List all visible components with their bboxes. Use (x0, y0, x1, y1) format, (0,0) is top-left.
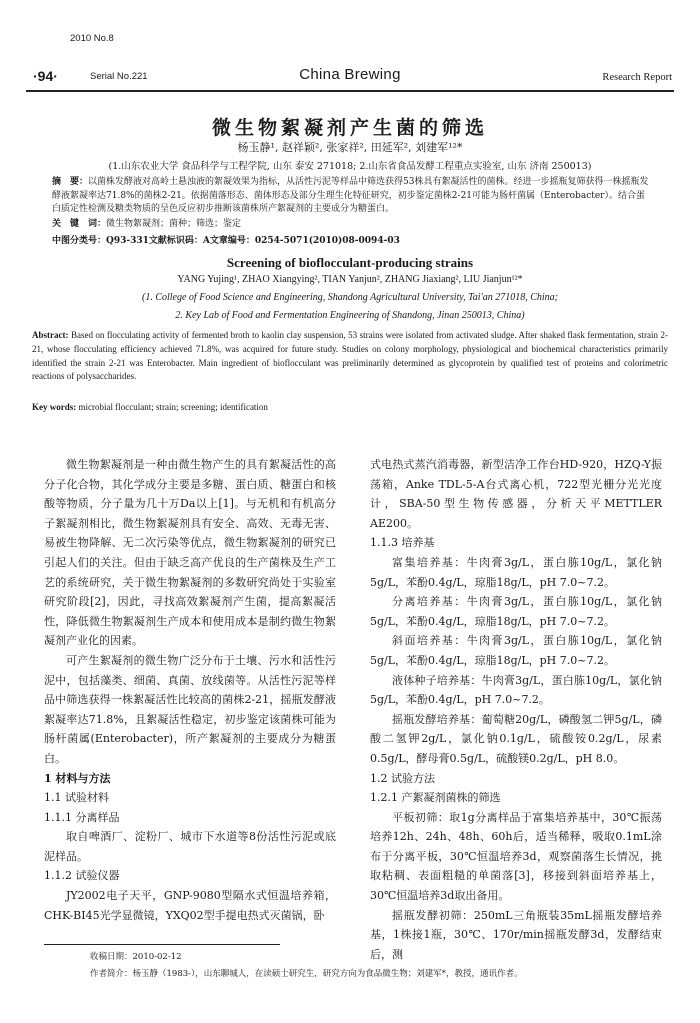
subsubsection-heading: 1.1.2 试验仪器 (44, 869, 120, 883)
subsection-heading: 1.2 试验方法 (370, 771, 435, 785)
en-affiliation-1: (1. College of Food Science and Engineering, Shandong Agricultural University, Tai'an 271018, China; (142, 292, 558, 303)
zh-affiliation: (1.山东农业大学 食品科学与工程学院, 山东 泰安 271018; 2.山东省食品发酵工程重点实验室, 山东 济南 250013) (108, 161, 592, 172)
zh-title: 微生物絮凝剂产生菌的筛选 (211, 117, 488, 139)
paragraph: 平板初筛：取1g分离样品于富集培养基中，30℃振荡培养12h、24h、48h、60h后，适当稀释，吸取0.1mL涂布于分离平板，30℃恒温培养3d，观察菌落生长情况，挑取粘稠、表面粗糙的单菌落[3]，移接到斜面培养基上，30℃恒温培养3d取出备用。 (370, 810, 662, 903)
body-column-right (370, 455, 662, 964)
article-number: 文章编号：0254-5071(2010)08-0094-03 (209, 236, 400, 246)
zh-keywords-text: 微生物絮凝剂；菌种；筛选；鉴定 (106, 219, 242, 229)
zh-abstract-text: 以菌株发酵液对高岭土悬浊液的絮凝效果为指标，从活性污泥等样品中筛选获得53株具有絮凝活性的菌株。经进一步摇瓶复筛获得一株摇瓶发酵液絮凝率达71.8%的菌株2-21。依据菌落形态、菌体形态及部分生理生化特征研究，初步鉴定菌株2-21可能为肠杆菌属（Enterobacter）。结合蛋白质定性检测及糖类物质的呈色反应初步推断该菌株所产絮凝剂的主要成分为糖蛋白。 (52, 177, 649, 215)
paragraph: 液体种子培养基：牛肉膏3g/L，蛋白胨10g/L，氯化钠5g/L，苯酚0.4g/L，pH 7.0~7.2。 (370, 673, 662, 707)
document-code: 文献标识码：A (148, 236, 210, 246)
serial-label: Serial No.221 (90, 71, 148, 82)
received-date: 收稿日期：2010-02-12 (90, 952, 182, 962)
subsubsection-heading: 1.1.1 分离样品 (44, 810, 120, 824)
paragraph: JY2002电子天平，GNP-9080型隔水式恒温培养箱，CHK-BI45光学显微镜，YXQ02型手提电热式灭菌锅，卧 (44, 889, 336, 922)
zh-keywords (52, 218, 652, 232)
en-keywords-text: microbial flocculant; strain; screening; identification (78, 402, 268, 412)
en-abstract-text: Based on flocculating activity of fermented broth to kaolin clay suspension, 53 strains were isolated from activated sludge. After shaked flask fermentation, strain 2-21, whose flocculating efficiency achieved 71.8%, was acquired for future study. Studies on colony morphology, physiological and biochemical characteristics primarily identified the strain 2-21 was Enterobacter. Main ingredient of bioflocculant was preliminarily determined as glycoprotein by qualified test of proteins and colorimetric reactions of polysaccharides. (32, 330, 669, 382)
issue-label: 2010 No.8 (70, 33, 114, 44)
section-label: Research Report (602, 72, 672, 83)
header-rule (26, 90, 674, 92)
journal-name: China Brewing (299, 66, 401, 83)
paragraph: 取自啤酒厂、淀粉厂、城市下水道等8份活性污泥或底泥样品。 (44, 830, 336, 863)
paragraph: 斜面培养基：牛肉膏3g/L，蛋白胨10g/L，氯化钠5g/L，苯酚0.4g/L，琼脂18g/L，pH 7.0~7.2。 (370, 634, 662, 667)
en-keywords (32, 401, 668, 415)
paragraph: 式电热式蒸汽消毒器，新型洁净工作台HD-920，HZQ-Y振荡箱，Anke TDL-5-A台式离心机，722型光栅分光光度计，SBA-50型生物传感器，分析天平METTLER AE200。 (370, 458, 662, 530)
zh-classification-row (52, 235, 652, 249)
en-keywords-label: Key words: (32, 402, 77, 412)
en-abstract-label: Abstract: (32, 330, 69, 340)
en-authors: YANG Yujing¹, ZHAO Xiangying², TIAN Yanjun², ZHANG Jiaxiang², LIU Jianjun¹²* (177, 274, 523, 285)
paragraph: 微生物絮凝剂是一种由微生物产生的具有絮凝活性的高分子化合物，其化学成分主要是多糖、蛋白质、糖蛋白和核酸等物质，分子量为几十万Da以上[1]。与无机和有机高分子絮凝剂相比，微生物絮凝剂具有安全、高效、无毒无害、易被生物降解、无二次污染等优点，微生物絮凝剂的研究已引起人们的关注。但由于缺乏高产优良的生产菌株及生产工艺的系统研究，关于微生物絮凝剂的多数研究尚处于实验室研究阶段[2]，因此，寻找高效絮凝剂产生菌，提高絮凝活性，降低微生物絮凝剂生产成本和使用成本是制约微生物絮凝剂产业化的因素。 (44, 458, 336, 648)
subsubsection-heading: 1.2.1 产絮凝剂菌株的筛选 (370, 791, 501, 805)
footnote-rule (44, 944, 280, 945)
en-title: Screening of bioflocculant-producing strains (226, 255, 474, 270)
zh-abstract (52, 176, 652, 217)
en-affiliation-2: 2. Key Lab of Food and Fermentation Engineering of Shandong, Jinan 250013, China) (175, 310, 525, 321)
author-bio: 作者简介：杨玉静（1983-），山东聊城人，在读硕士研究生，研究方向为食品微生物；刘建军*，教授，通讯作者。 (90, 969, 523, 979)
page-number: ·94· (33, 68, 58, 84)
en-abstract (32, 329, 668, 384)
subsubsection-heading: 1.1.3 培养基 (370, 536, 435, 550)
clc-number: 中图分类号：Q93-331 (52, 236, 149, 246)
paragraph: 可产生絮凝剂的微生物广泛分布于土壤、污水和活性污泥中，包括藻类、细菌、真菌、放线菌等。从活性污泥等样品中筛选获得一株絮凝活性比较高的菌株2-21，摇瓶发酵液絮凝率达71.8%，且絮凝活性稳定，初步鉴定该菌株可能为肠杆菌属(Enterobacter)，所产絮凝剂的主要成分为糖蛋白。 (44, 653, 336, 765)
paragraph: 分离培养基：牛肉膏3g/L，蛋白胨10g/L，氯化钠5g/L，苯酚0.4g/L，琼脂18g/L，pH 7.0~7.2。 (370, 595, 662, 628)
paragraph: 富集培养基：牛肉膏3g/L，蛋白胨10g/L，氯化钠5g/L，苯酚0.4g/L，琼脂18g/L，pH 7.0~7.2。 (370, 555, 662, 589)
subsection-heading: 1.1 试验材料 (44, 791, 109, 805)
section-heading: 1 材料与方法 (44, 771, 111, 785)
zh-authors: 杨玉静¹, 赵祥颖², 张家祥², 田延军², 刘建军¹²* (237, 141, 463, 154)
paragraph: 摇瓶发酵培养基：葡萄糖20g/L，磷酸氢二钾5g/L，磷酸二氢钾2g/L，氯化钠0.1g/L，硫酸铵0.2g/L，尿素0.5g/L，酵母膏0.5g/L，硫酸镁0.2g/L，pH 8.0。 (370, 712, 662, 765)
zh-keywords-label: 关 键 词： (52, 219, 107, 229)
body-column-left (44, 455, 336, 925)
zh-abstract-label: 摘 要： (52, 177, 89, 187)
paragraph: 摇瓶发酵初筛：250mL三角瓶装35mL摇瓶发酵培养基，1株接1瓶，30℃、170r/min摇瓶发酵3d，发酵结束后，测 (370, 908, 662, 961)
